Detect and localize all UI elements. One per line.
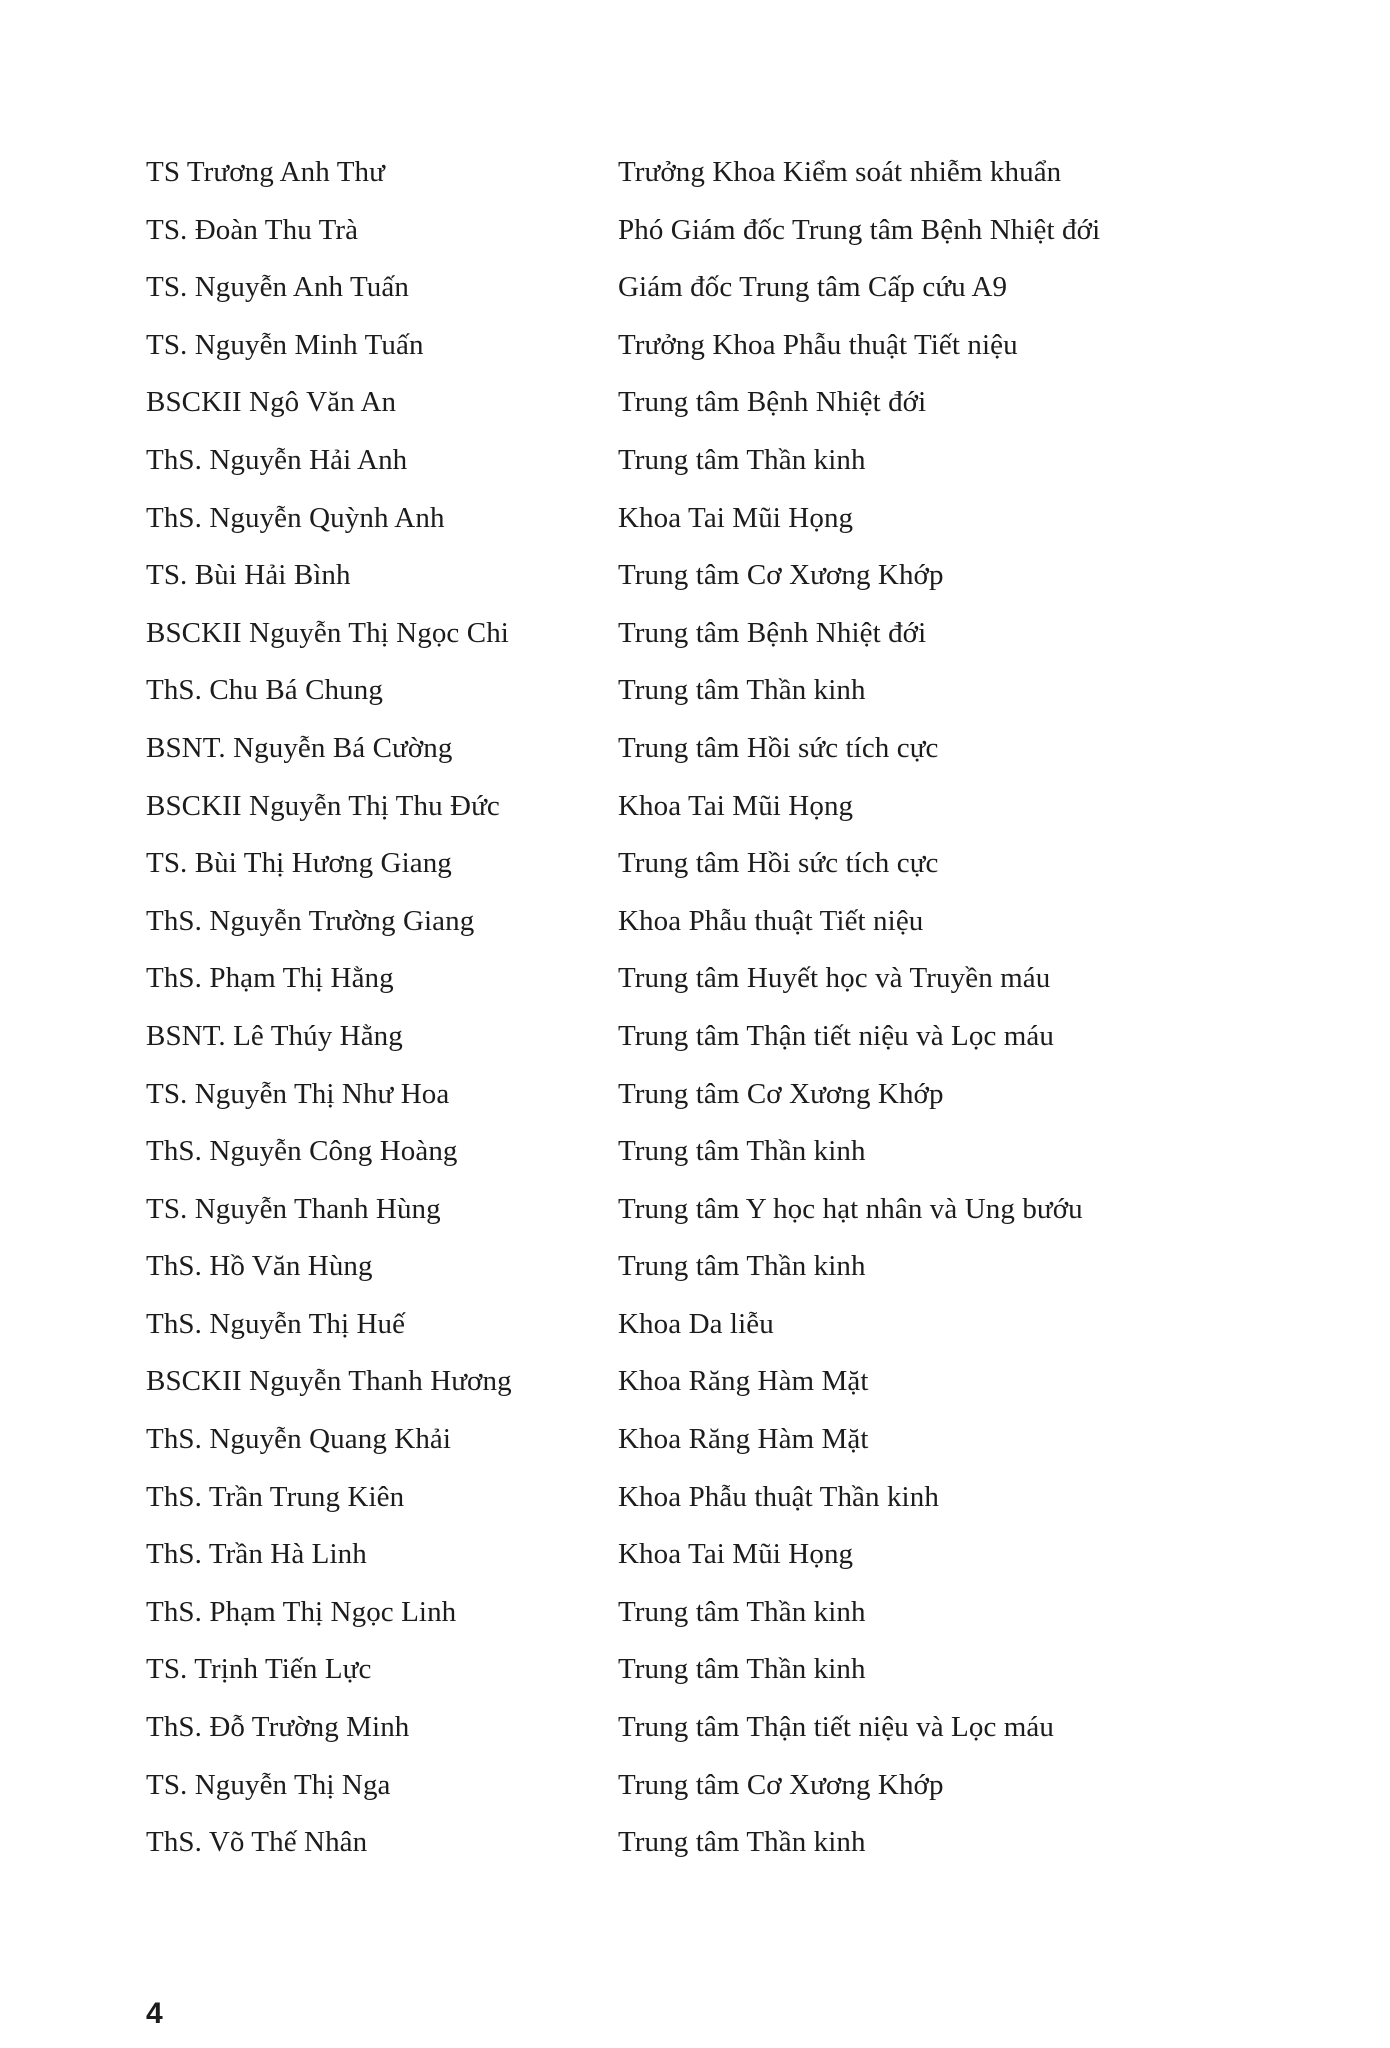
list-item [146,1814,1296,1872]
contributor-name: TS. Nguyễn Thanh Hùng [146,1192,441,1225]
contributor-department: Trung tâm Thần kinh [618,674,866,707]
contributor-name: ThS. Phạm Thị Ngọc Linh [146,1595,457,1628]
list-item [146,835,1296,893]
contributor-name: ThS. Võ Thế Nhân [146,1826,368,1859]
contributor-department: Trung tâm Hồi sức tích cực [618,731,939,764]
list-item [146,1123,1296,1181]
contributor-department: Trung tâm Y học hạt nhân và Ung bướu [618,1192,1083,1225]
list-item [146,720,1296,778]
list-item [146,259,1296,317]
contributor-list [146,144,1296,1872]
list-item [146,1066,1296,1124]
contributor-department: Trung tâm Hồi sức tích cực [618,847,939,880]
contributor-name: ThS. Đỗ Trường Minh [146,1711,410,1744]
contributor-department: Trung tâm Thần kinh [618,1653,866,1686]
list-item [146,605,1296,663]
list-item [146,1008,1296,1066]
list-item [146,1469,1296,1527]
list-item [146,1353,1296,1411]
contributor-name: BSCKII Nguyễn Thanh Hương [146,1365,512,1398]
list-item [146,432,1296,490]
contributor-name: ThS. Nguyễn Quỳnh Anh [146,501,445,534]
page-number: 4 [146,1997,163,2030]
list-item [146,202,1296,260]
contributor-department: Khoa Phẫu thuật Tiết niệu [618,904,924,937]
contributor-name: BSNT. Lê Thúy Hằng [146,1019,403,1052]
list-item [146,1181,1296,1239]
list-item [146,374,1296,432]
contributor-department: Trung tâm Huyết học và Truyền máu [618,962,1051,995]
contributor-name: BSCKII Nguyễn Thị Ngọc Chi [146,616,509,649]
list-item [146,950,1296,1008]
contributor-name: TS. Trịnh Tiến Lực [146,1653,372,1686]
list-item [146,547,1296,605]
contributor-department: Khoa Tai Mũi Họng [618,789,854,822]
contributor-department: Trung tâm Thần kinh [618,1595,866,1628]
contributor-name: TS. Nguyễn Thị Như Hoa [146,1077,450,1110]
contributor-department: Khoa Răng Hàm Mặt [618,1423,869,1456]
contributor-department: Khoa Phẫu thuật Thần kinh [618,1480,939,1513]
contributor-name: ThS. Chu Bá Chung [146,674,383,707]
contributor-department: Phó Giám đốc Trung tâm Bệnh Nhiệt đới [618,213,1101,246]
list-item [146,1584,1296,1642]
contributor-name: ThS. Nguyễn Hải Anh [146,443,408,476]
list-item [146,317,1296,375]
contributor-name: ThS. Nguyễn Công Hoàng [146,1135,458,1168]
contributor-department: Trưởng Khoa Phẫu thuật Tiết niệu [618,328,1018,361]
contributor-department: Trung tâm Bệnh Nhiệt đới [618,616,927,649]
contributor-department: Giám đốc Trung tâm Cấp cứu A9 [618,271,1008,304]
list-item [146,662,1296,720]
contributor-department: Trung tâm Thần kinh [618,1250,866,1283]
contributor-name: TS. Đoàn Thu Trà [146,213,359,246]
contributor-name: TS Trương Anh Thư [146,156,385,188]
contributor-name: ThS. Hồ Văn Hùng [146,1250,373,1283]
contributor-name: ThS. Nguyễn Quang Khải [146,1423,452,1456]
contributor-department: Trung tâm Thần kinh [618,1826,866,1859]
contributor-department: Trung tâm Thận tiết niệu và Lọc máu [618,1711,1055,1744]
list-item [146,1411,1296,1469]
list-item [146,1296,1296,1354]
contributor-department: Trung tâm Cơ Xương Khớp [618,559,944,592]
list-item [146,1757,1296,1815]
list-item [146,1699,1296,1757]
contributor-department: Khoa Tai Mũi Họng [618,1538,854,1571]
contributor-name: BSCKII Nguyễn Thị Thu Đức [146,789,500,822]
contributor-department: Trung tâm Cơ Xương Khớp [618,1077,944,1110]
contributor-department: Khoa Tai Mũi Họng [618,501,854,534]
list-item [146,144,1296,202]
list-item [146,490,1296,548]
contributor-name: ThS. Trần Trung Kiên [146,1480,405,1513]
contributor-department: Trung tâm Thần kinh [618,1135,866,1168]
contributor-department: Trung tâm Thần kinh [618,443,866,476]
contributor-department: Trung tâm Cơ Xương Khớp [618,1768,944,1801]
contributor-name: BSNT. Nguyễn Bá Cường [146,731,453,764]
contributor-name: TS. Nguyễn Thị Nga [146,1768,391,1801]
contributor-department: Khoa Răng Hàm Mặt [618,1365,869,1398]
contributor-department: Khoa Da liễu [618,1307,774,1340]
list-item [146,1641,1296,1699]
contributor-department: Trung tâm Thận tiết niệu và Lọc máu [618,1019,1055,1052]
contributor-name: ThS. Nguyễn Thị Huế [146,1307,406,1340]
contributor-name: TS. Nguyễn Minh Tuấn [146,328,424,361]
contributor-name: TS. Nguyễn Anh Tuấn [146,271,409,304]
list-item [146,778,1296,836]
contributor-department: Trưởng Khoa Kiểm soát nhiễm khuẩn [618,156,1062,188]
contributor-name: BSCKII Ngô Văn An [146,386,397,419]
contributor-name: TS. Bùi Hải Bình [146,559,351,592]
contributor-name: ThS. Nguyễn Trường Giang [146,904,475,937]
list-item [146,893,1296,951]
list-item [146,1238,1296,1296]
list-item [146,1526,1296,1584]
contributor-name: ThS. Phạm Thị Hằng [146,962,394,995]
contributor-name: TS. Bùi Thị Hương Giang [146,847,452,880]
contributor-department: Trung tâm Bệnh Nhiệt đới [618,386,927,419]
contributor-name: ThS. Trần Hà Linh [146,1538,367,1571]
